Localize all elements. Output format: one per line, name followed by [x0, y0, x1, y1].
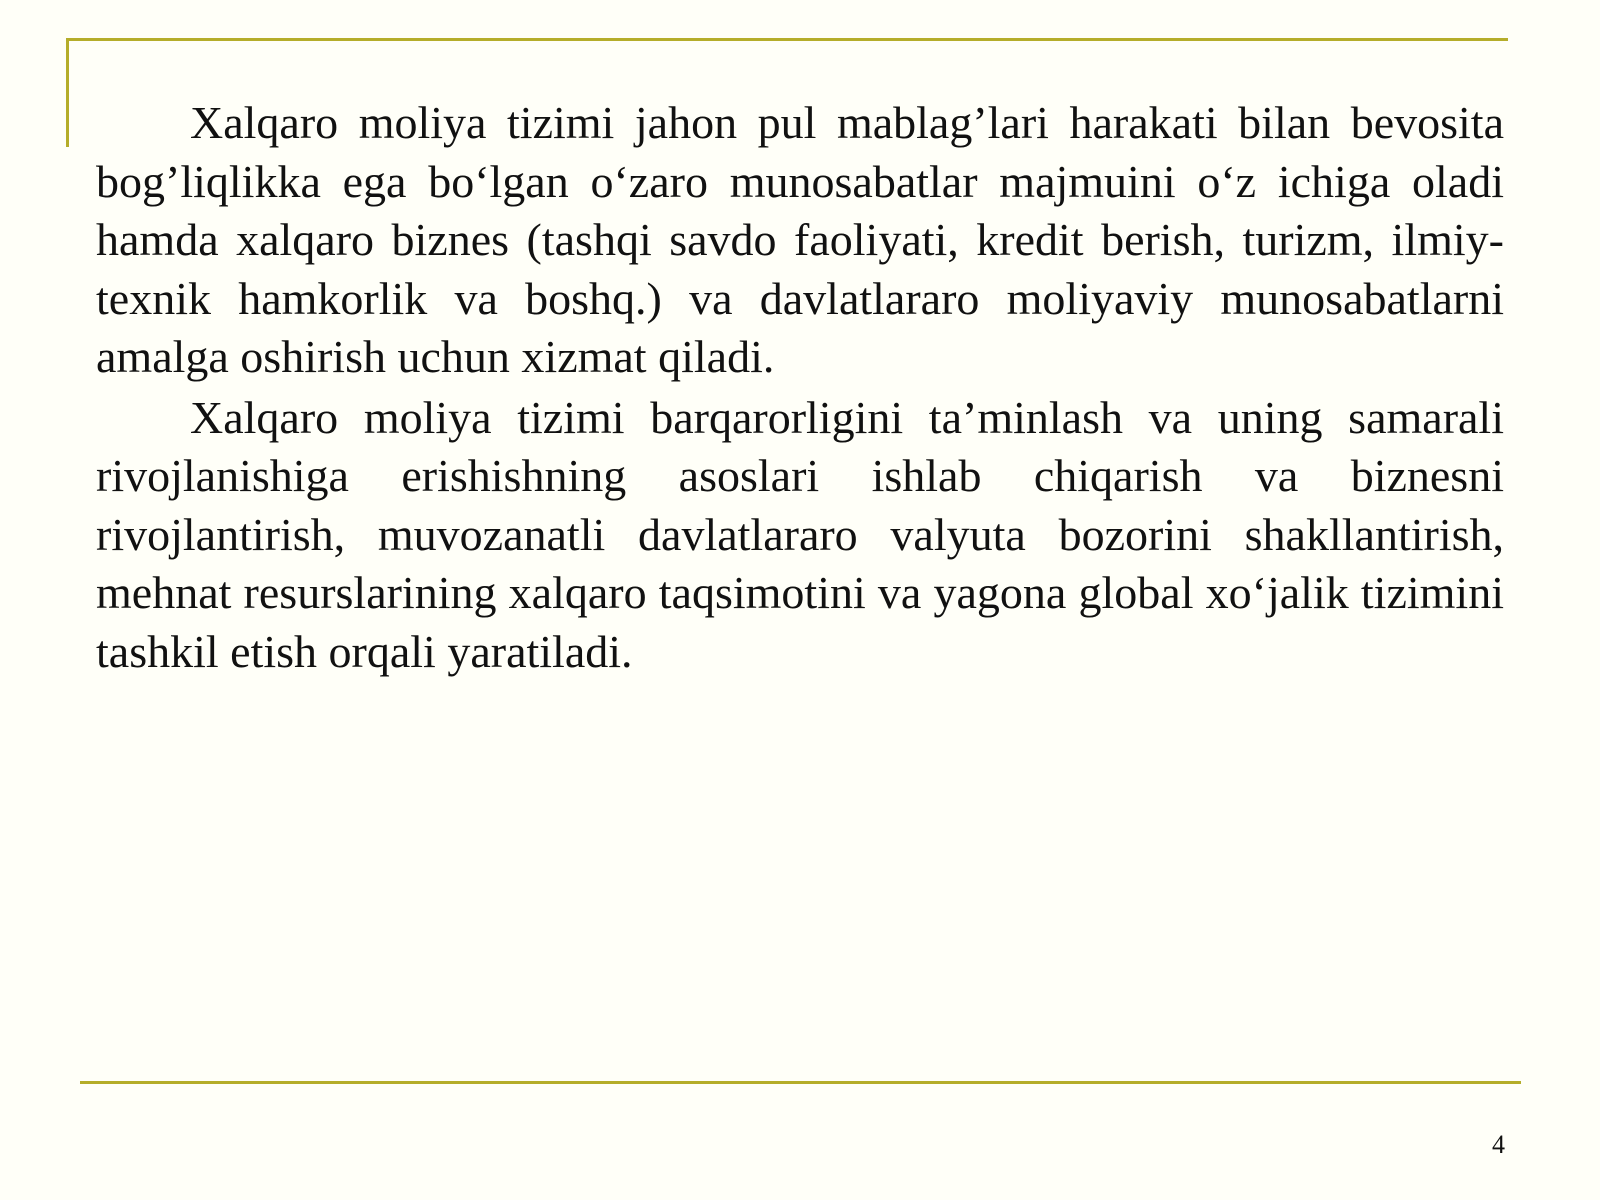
paragraph-2: Xalqaro moliya tizimi barqarorligini ta’minlash va uning samarali rivojlanishiga erishishning asoslari ishlab chiqarish va biznesni rivojlantirish, muvozanatli davlatlararo valyuta bozorini shakllantirish, mehnat resurslarining xalqaro taqsimotini va yagona global xo‘jalik tizimini tashkil etish orqali yaratiladi.: [96, 391, 1504, 677]
top-divider-line: [66, 38, 1508, 41]
bottom-divider-line: [80, 1081, 1521, 1084]
slide-body-text: [96, 94, 1504, 683]
left-accent-line: [66, 38, 69, 147]
paragraph-1: Xalqaro moliya tizimi jahon pul mablag’lari harakati bilan bevosita bog’liqlikka ega bo‘lgan o‘zaro munosabatlar majmuini o‘z ichiga oladi hamda xalqaro biznes (tashqi savdo faoliyati, kredit berish, turizm, ilmiy-texnik hamkorlik va boshq.) va davlatlararo moliyaviy munosabatlarni amalga oshirish uchun xizmat qiladi.: [96, 97, 1504, 382]
page-number: 4: [1492, 1130, 1505, 1159]
